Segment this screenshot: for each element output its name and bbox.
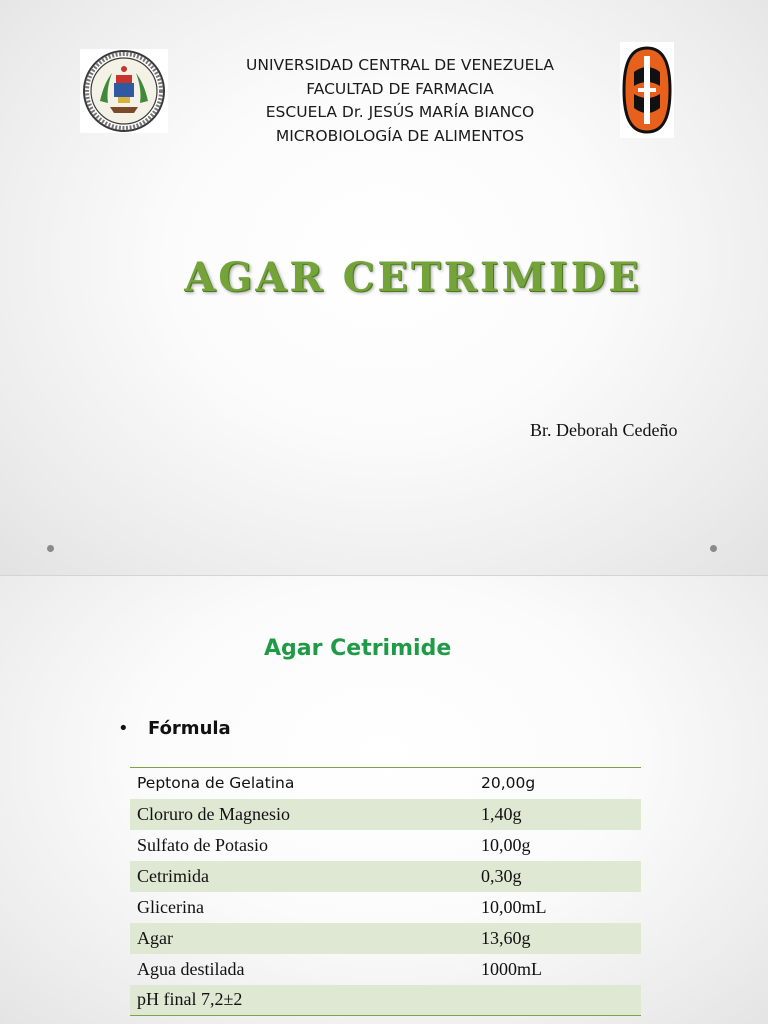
header-line-faculty: FACULTAD DE FARMACIA — [306, 79, 494, 98]
slide-title: AGAR CETRIMIDE — [184, 254, 642, 301]
table-row — [130, 923, 641, 954]
ingredient-name: Sulfato de Potasio — [137, 834, 268, 855]
header-line-course: MICROBIOLOGÍA DE ALIMENTOS — [275, 126, 525, 145]
slide-marker-right — [710, 545, 717, 552]
table-row — [130, 954, 641, 985]
ingredient-amount: 10,00mL — [481, 896, 547, 917]
ingredient-amount: 13,60g — [481, 927, 531, 948]
bullet-icon: • — [118, 718, 129, 739]
ingredient-amount: 1,40g — [481, 803, 522, 824]
ingredient-amount: 10,00g — [481, 834, 531, 855]
faculty-emblem-icon — [620, 42, 674, 138]
university-seal-icon — [80, 49, 168, 133]
institution-header — [200, 54, 600, 148]
ingredient-name: Peptona de Gelatina — [137, 774, 295, 793]
ingredient-name: Cloruro de Magnesio — [137, 803, 290, 824]
ingredient-amount: 20,00g — [481, 774, 536, 793]
bullet-item-formula — [118, 718, 231, 739]
bullet-label: Fórmula — [148, 718, 231, 739]
ingredient-amount — [481, 985, 641, 1016]
header-line-university: UNIVERSIDAD CENTRAL DE VENEZUELA — [246, 56, 554, 74]
table-row — [130, 861, 641, 892]
ingredient-amount: 0,30g — [481, 865, 522, 886]
ingredient-amount: 1000mL — [481, 958, 542, 979]
formula-slide-title: Agar Cetrimide — [264, 636, 452, 661]
table-row — [130, 768, 641, 799]
ingredient-name: Agar — [137, 927, 173, 948]
slide-marker-left — [47, 545, 54, 552]
header-line-school: ESCUELA Dr. JESÚS MARÍA BIANCO — [265, 103, 535, 121]
ingredient-name: Glicerina — [137, 896, 204, 917]
formula-table — [130, 767, 641, 1016]
ingredient-name: Cetrimida — [137, 865, 209, 886]
table-row — [130, 799, 641, 830]
table-row — [130, 892, 641, 923]
ingredient-name: pH final 7,2±2 — [137, 989, 243, 1010]
author-name: Br. Deborah Cedeño — [530, 420, 678, 440]
table-row — [130, 830, 641, 861]
table-row — [130, 985, 641, 1016]
ingredient-name: Agua destilada — [137, 958, 245, 979]
